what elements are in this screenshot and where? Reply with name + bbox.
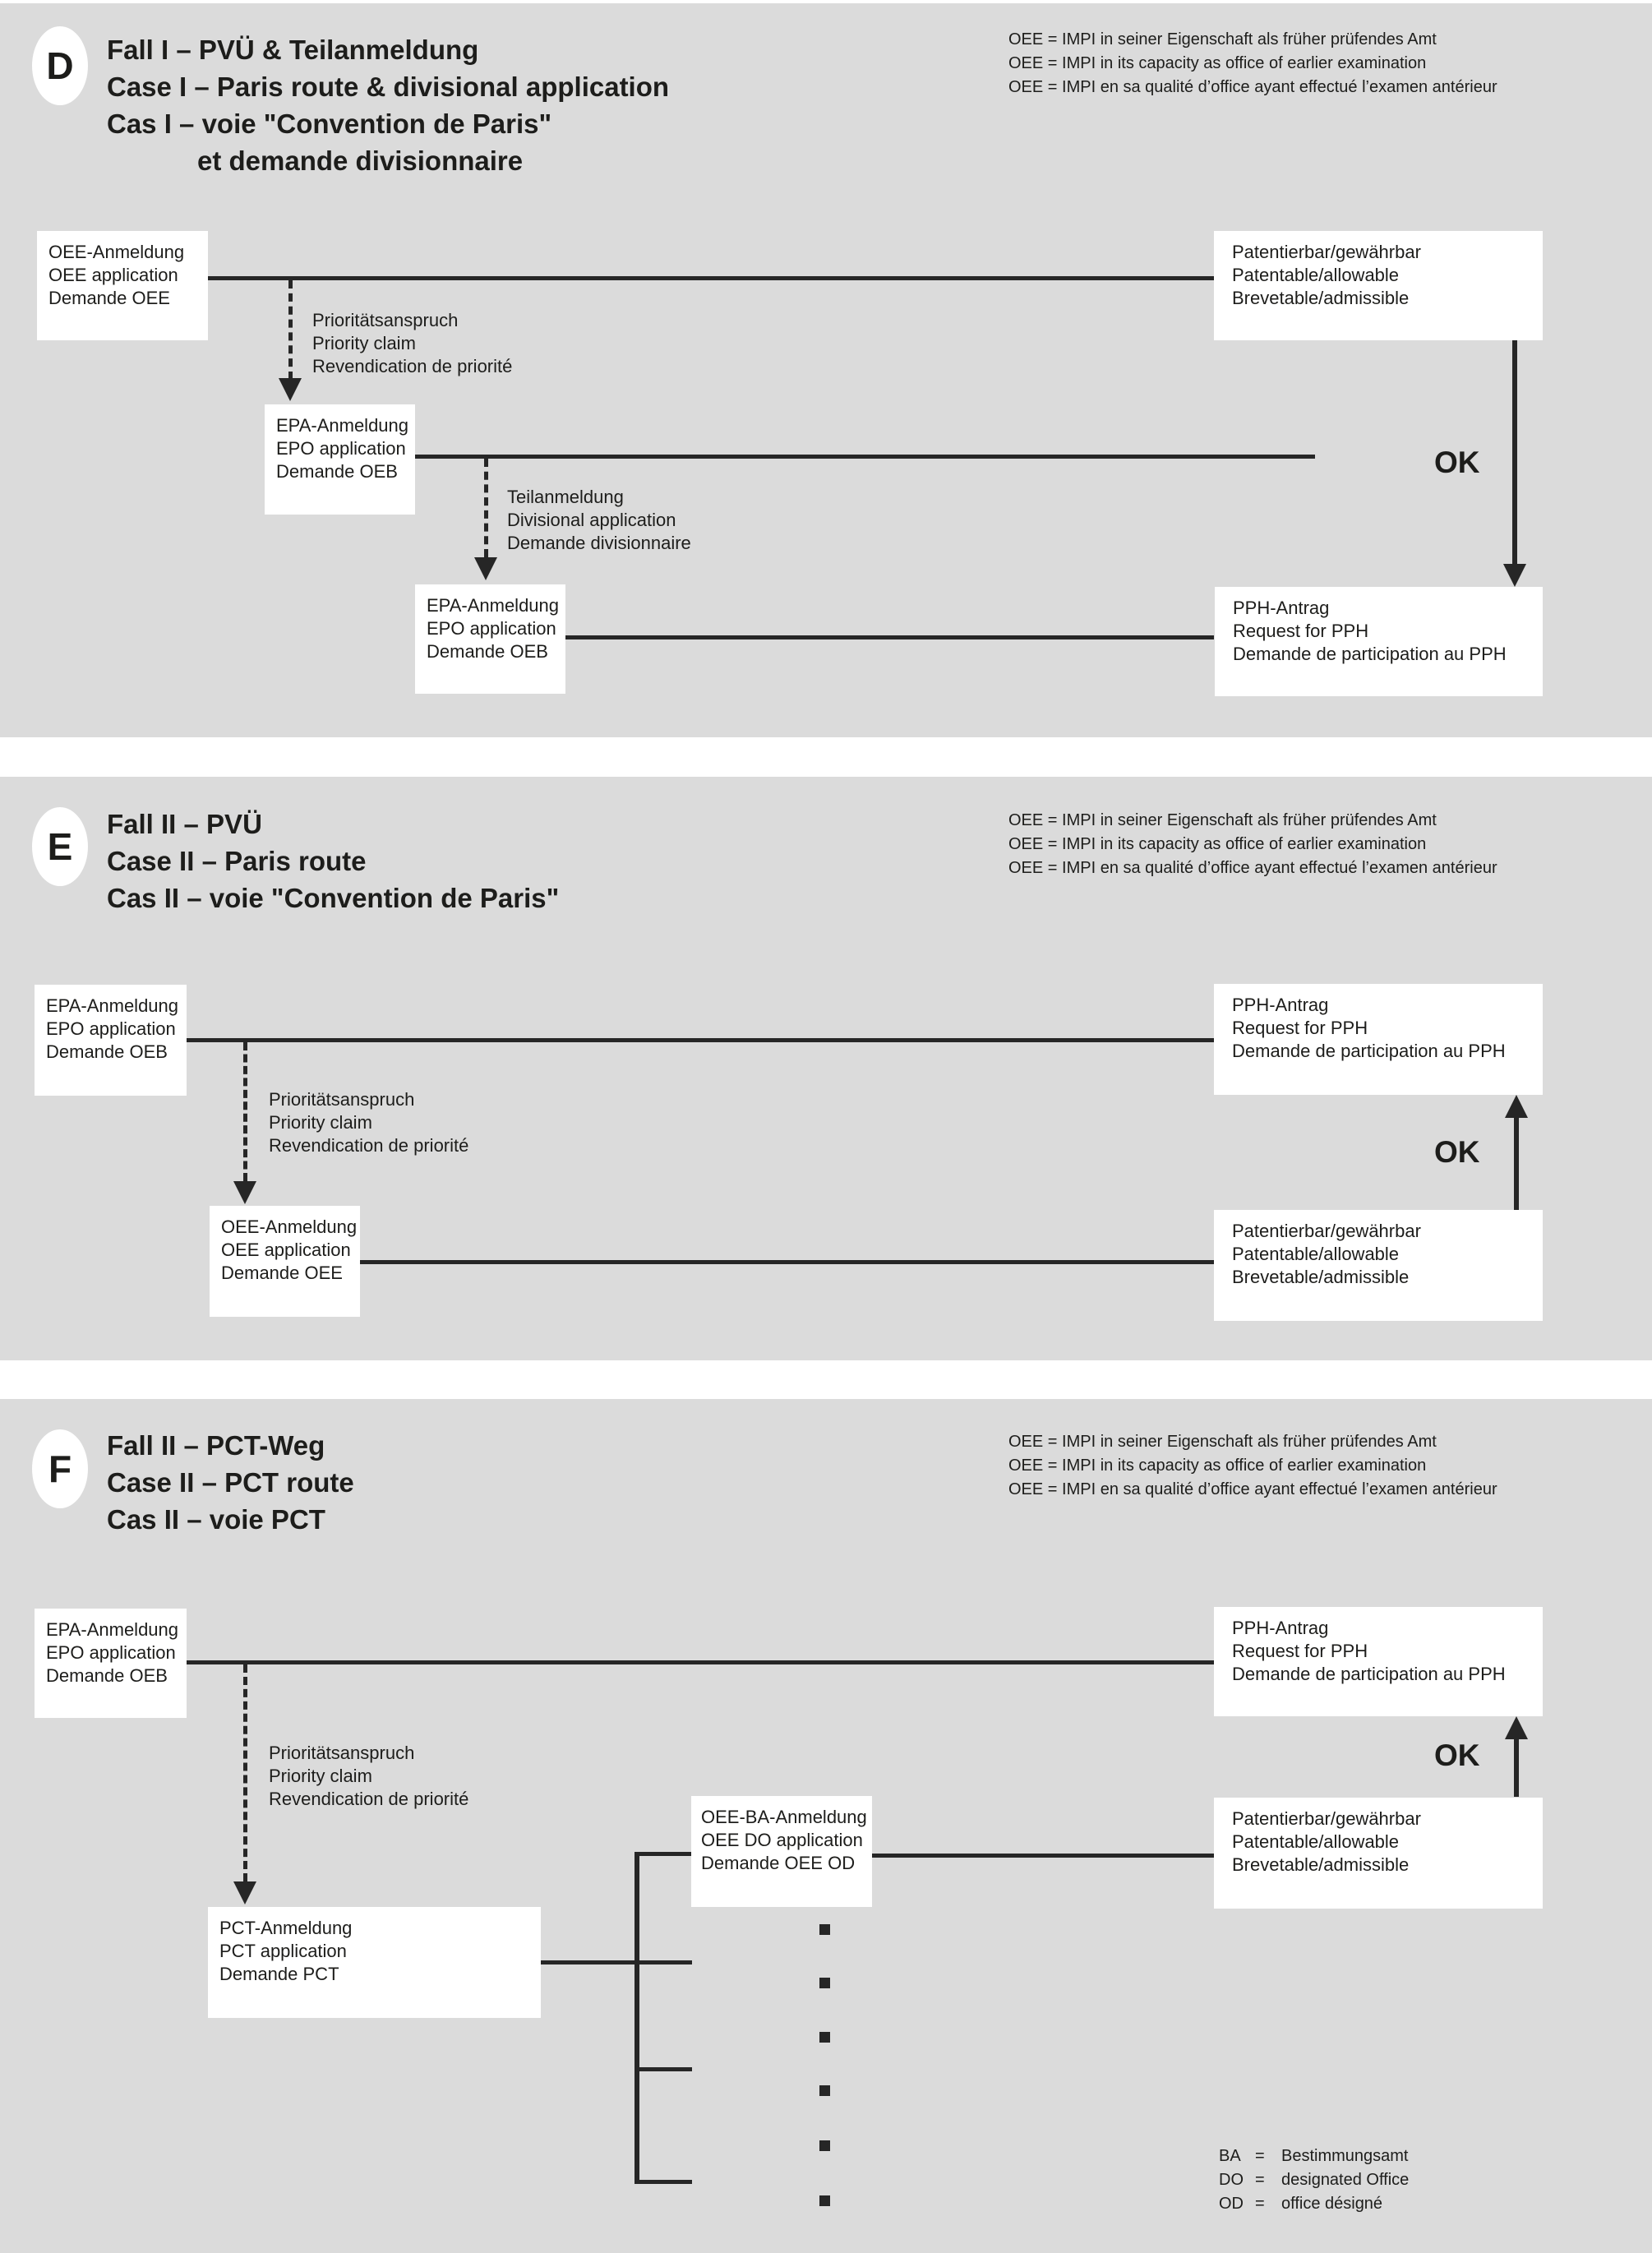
abbreviation-legend bbox=[1219, 2145, 1409, 2216]
ok-arrowhead bbox=[1505, 1095, 1528, 1118]
title-line-de: Fall II – PVÜ bbox=[107, 809, 262, 839]
connector-epa-timeline bbox=[415, 455, 1315, 459]
abbr-eq: = bbox=[1255, 2147, 1265, 2165]
box-line-de: OEE-BA-Anmeldung bbox=[701, 1807, 867, 1827]
panel-case2-pct bbox=[0, 1399, 1652, 2253]
title-line-fr: Cas II – voie "Convention de Paris" bbox=[107, 883, 560, 913]
abbr-key: DO bbox=[1219, 2171, 1244, 2189]
priority-claim-arrow-shaft bbox=[288, 280, 293, 380]
priority-claim-arrowhead bbox=[279, 378, 302, 401]
title-line-fr: Cas I – voie "Convention de Paris" bbox=[107, 108, 552, 139]
panel-badge-d bbox=[32, 26, 88, 105]
legend-line-en: OEE = IMPI in its capacity as office of earlier examination bbox=[1008, 1457, 1427, 1475]
box-line-en: OEE DO application bbox=[701, 1830, 863, 1850]
title-line-en: Case I – Paris route & divisional application bbox=[107, 72, 670, 102]
title-line-de: Fall I – PVÜ & Teilanmeldung bbox=[107, 35, 479, 65]
priority-claim-arrowhead bbox=[233, 1881, 256, 1904]
box-line-de: EPA-Anmeldung bbox=[276, 415, 409, 436]
box-line-fr: Brevetable/admissible bbox=[1232, 288, 1410, 308]
label-line-en: Priority claim bbox=[269, 1112, 372, 1133]
box-line-en: OEE application bbox=[48, 265, 178, 285]
designated-office-trunk bbox=[634, 1852, 639, 2184]
title-line-de: Fall II – PCT-Weg bbox=[107, 1430, 325, 1461]
trunk-stub-oeeba bbox=[634, 1852, 691, 1856]
priority-claim-label bbox=[269, 1088, 468, 1157]
box-line-de: OEE-Anmeldung bbox=[48, 242, 185, 262]
panel-title-e bbox=[107, 806, 559, 916]
divisional-label bbox=[507, 486, 691, 555]
box-line-en: Request for PPH bbox=[1232, 1018, 1368, 1038]
box-line-fr: Demande OEE bbox=[48, 288, 170, 308]
ok-label: OK bbox=[1434, 1738, 1480, 1772]
box-line-fr: Demande OEB bbox=[427, 641, 548, 662]
box-line-de: PPH-Antrag bbox=[1232, 1618, 1329, 1638]
ok-arrow-shaft bbox=[1514, 1739, 1519, 1797]
box-line-en: EPO application bbox=[46, 1642, 176, 1663]
box-line-fr: Demande de participation au PPH bbox=[1232, 1041, 1506, 1061]
legend-line-de: OEE = IMPI in seiner Eigenschaft als früher prüfendes Amt bbox=[1008, 30, 1437, 48]
panel-title-d bbox=[107, 31, 669, 179]
box-line-en: EPO application bbox=[276, 438, 406, 459]
pph-request-box bbox=[1214, 1607, 1543, 1716]
box-line-fr: Demande OEB bbox=[46, 1665, 168, 1686]
abbr-value: office désigné bbox=[1281, 2195, 1383, 2213]
label-line-de: Prioritätsanspruch bbox=[269, 1743, 415, 1763]
legend-line-fr: OEE = IMPI en sa qualité d’office ayant effectué l’examen antérieur bbox=[1008, 859, 1497, 877]
title-line-fr2: et demande divisionnaire bbox=[197, 145, 524, 176]
priority-claim-arrow-shaft bbox=[243, 1664, 247, 1881]
panel-case1-paris-divisional bbox=[0, 3, 1652, 737]
box-line-en: Patentable/allowable bbox=[1232, 1244, 1400, 1264]
oee-legend-f bbox=[1008, 1430, 1497, 1502]
box-line-de: EPA-Anmeldung bbox=[427, 595, 560, 616]
legend-line-en: OEE = IMPI in its capacity as office of earlier examination bbox=[1008, 835, 1427, 853]
trunk-stub-2 bbox=[637, 2067, 692, 2071]
ok-arrowhead bbox=[1505, 1716, 1528, 1739]
label-line-fr: Revendication de priorité bbox=[312, 356, 513, 376]
more-offices-dot bbox=[819, 2195, 830, 2206]
abbr-value: Bestimmungsamt bbox=[1281, 2147, 1409, 2165]
box-line-en: PCT application bbox=[219, 1941, 347, 1961]
epo-application-box bbox=[265, 404, 415, 515]
box-line-fr: Demande OEB bbox=[46, 1041, 168, 1062]
epo-application-box bbox=[35, 1609, 187, 1718]
box-line-fr: Brevetable/admissible bbox=[1232, 1267, 1410, 1287]
patentable-box bbox=[1214, 1210, 1543, 1321]
box-line-de: EPA-Anmeldung bbox=[46, 995, 179, 1016]
ok-label: OK bbox=[1434, 446, 1480, 479]
label-line-en: Divisional application bbox=[507, 510, 676, 530]
connector-pct-to-trunk bbox=[541, 1960, 692, 1964]
box-line-de: PPH-Antrag bbox=[1232, 995, 1329, 1015]
box-line-de: PPH-Antrag bbox=[1233, 598, 1330, 618]
box-line-de: EPA-Anmeldung bbox=[46, 1619, 179, 1640]
connector-divisional-to-pph bbox=[565, 635, 1214, 639]
oee-application-box bbox=[210, 1206, 360, 1317]
box-line-fr: Demande OEB bbox=[276, 461, 398, 482]
box-line-en: Request for PPH bbox=[1233, 621, 1369, 641]
panel-badge-f bbox=[32, 1429, 88, 1508]
box-line-de: OEE-Anmeldung bbox=[221, 1217, 358, 1237]
more-offices-dot bbox=[819, 2032, 830, 2043]
panel-case2-paris bbox=[0, 777, 1652, 1360]
connector-epa-to-pph bbox=[187, 1660, 1214, 1664]
box-line-fr: Demande de participation au PPH bbox=[1233, 644, 1507, 664]
connector-epa-to-pph bbox=[187, 1038, 1214, 1042]
legend-line-en: OEE = IMPI in its capacity as office of earlier examination bbox=[1008, 54, 1427, 72]
label-line-fr: Demande divisionnaire bbox=[507, 533, 691, 553]
priority-claim-label bbox=[312, 309, 512, 378]
oee-legend-e bbox=[1008, 809, 1497, 880]
more-offices-dot bbox=[819, 2085, 830, 2096]
panel-badge-e bbox=[32, 807, 88, 886]
label-line-fr: Revendication de priorité bbox=[269, 1789, 469, 1809]
connector-oee-to-patentable bbox=[208, 276, 1214, 280]
title-line-fr: Cas II – voie PCT bbox=[107, 1504, 325, 1535]
oee-designated-office-box bbox=[691, 1796, 872, 1907]
ok-arrow-shaft bbox=[1514, 1118, 1519, 1210]
abbr-key: BA bbox=[1219, 2147, 1241, 2165]
legend-line-de: OEE = IMPI in seiner Eigenschaft als früher prüfendes Amt bbox=[1008, 811, 1437, 829]
divisional-arrow-shaft bbox=[484, 459, 488, 557]
box-line-en: Patentable/allowable bbox=[1232, 1831, 1400, 1852]
legend-line-de: OEE = IMPI in seiner Eigenschaft als früher prüfendes Amt bbox=[1008, 1433, 1437, 1451]
box-line-de: Patentierbar/gewährbar bbox=[1232, 242, 1421, 262]
label-line-de: Prioritätsanspruch bbox=[312, 310, 459, 330]
patentable-box bbox=[1214, 231, 1543, 340]
abbr-row-od bbox=[1219, 2192, 1409, 2216]
oee-application-box bbox=[37, 231, 208, 340]
trunk-stub-3 bbox=[637, 2180, 692, 2184]
box-line-fr: Demande PCT bbox=[219, 1964, 339, 1984]
epo-application-box bbox=[35, 985, 187, 1096]
pph-request-box bbox=[1214, 984, 1543, 1095]
panel-badge-letter: D bbox=[46, 44, 74, 87]
divisional-arrowhead bbox=[474, 557, 497, 580]
box-line-de: PCT-Anmeldung bbox=[219, 1918, 353, 1938]
legend-line-fr: OEE = IMPI en sa qualité d’office ayant effectué l’examen antérieur bbox=[1008, 78, 1497, 96]
abbr-row-ba bbox=[1219, 2145, 1409, 2168]
abbr-key: OD bbox=[1219, 2195, 1244, 2213]
priority-claim-arrowhead bbox=[233, 1181, 256, 1204]
box-line-en: EPO application bbox=[46, 1018, 176, 1039]
title-line-en: Case II – PCT route bbox=[107, 1467, 354, 1498]
label-line-de: Prioritätsanspruch bbox=[269, 1089, 415, 1110]
box-line-fr: Demande de participation au PPH bbox=[1232, 1664, 1506, 1684]
panel-title-f bbox=[107, 1427, 354, 1538]
epo-divisional-application-box bbox=[415, 584, 565, 694]
box-line-en: OEE application bbox=[221, 1240, 351, 1260]
title-line-en: Case II – Paris route bbox=[107, 846, 367, 876]
priority-claim-arrow-shaft bbox=[243, 1042, 247, 1181]
label-line-de: Teilanmeldung bbox=[507, 487, 624, 507]
pph-request-box bbox=[1215, 587, 1543, 696]
more-offices-dot bbox=[819, 1924, 830, 1935]
ok-arrow-shaft bbox=[1512, 340, 1517, 564]
more-offices-dot bbox=[819, 2140, 830, 2151]
ok-label: OK bbox=[1434, 1135, 1480, 1169]
abbr-row-do bbox=[1219, 2168, 1409, 2192]
panel-badge-letter: F bbox=[48, 1447, 72, 1490]
box-line-en: Request for PPH bbox=[1232, 1641, 1368, 1661]
box-line-de: Patentierbar/gewährbar bbox=[1232, 1221, 1421, 1241]
oee-legend-d bbox=[1008, 28, 1497, 99]
patentable-box bbox=[1214, 1798, 1543, 1909]
panel-badge-letter: E bbox=[47, 825, 73, 868]
box-line-fr: Brevetable/admissible bbox=[1232, 1854, 1410, 1875]
abbr-eq: = bbox=[1255, 2171, 1265, 2189]
label-line-en: Priority claim bbox=[312, 333, 416, 353]
legend-line-fr: OEE = IMPI en sa qualité d’office ayant effectué l’examen antérieur bbox=[1008, 1480, 1497, 1498]
priority-claim-label bbox=[269, 1742, 468, 1811]
box-line-fr: Demande OEE OD bbox=[701, 1853, 856, 1873]
label-line-fr: Revendication de priorité bbox=[269, 1135, 469, 1156]
box-line-en: Patentable/allowable bbox=[1232, 265, 1400, 285]
label-line-en: Priority claim bbox=[269, 1766, 372, 1786]
box-line-en: EPO application bbox=[427, 618, 556, 639]
pct-application-box bbox=[208, 1907, 541, 2018]
connector-oee-to-patentable bbox=[360, 1260, 1214, 1264]
box-line-fr: Demande OEE bbox=[221, 1263, 343, 1283]
box-line-de: Patentierbar/gewährbar bbox=[1232, 1808, 1421, 1829]
abbr-value: designated Office bbox=[1281, 2171, 1410, 2189]
more-offices-dot bbox=[819, 1978, 830, 1988]
abbr-eq: = bbox=[1255, 2195, 1265, 2213]
ok-arrowhead bbox=[1503, 564, 1526, 587]
connector-oeeba-to-patentable bbox=[872, 1854, 1214, 1858]
